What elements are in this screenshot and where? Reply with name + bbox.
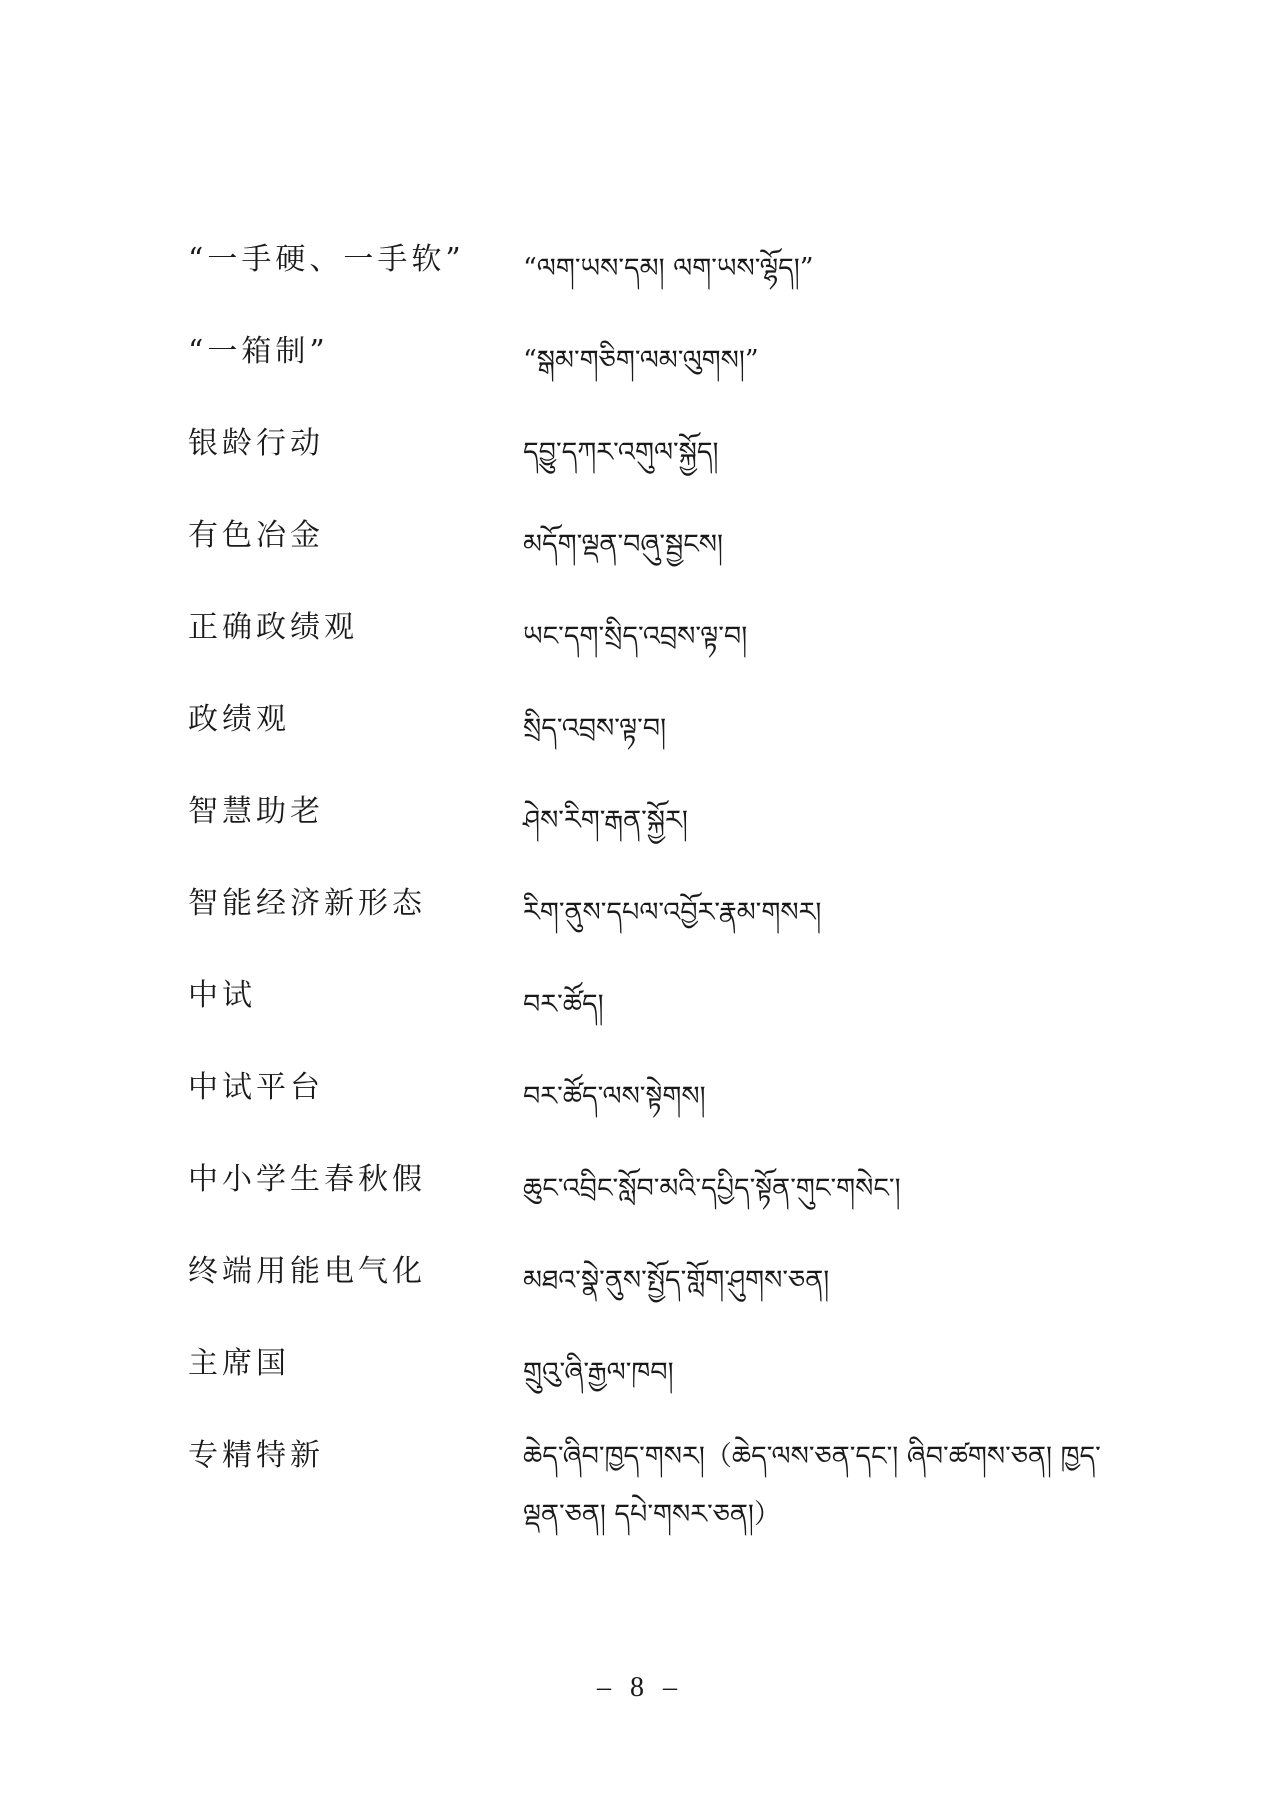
- glossary-entry: [188, 516, 1118, 608]
- tibetan-translation: མཐའ་སྣེ་ནུས་སྤྱོད་གློག་ཤུགས་ཅན།: [523, 1265, 830, 1296]
- glossary-entry: [188, 884, 1118, 976]
- chinese-term: “一箱制”: [188, 334, 329, 369]
- glossary-entry: [188, 976, 1118, 1068]
- tibetan-translation: གྲུའུ་ཞི་རྒྱལ་ཁབ།: [523, 1357, 674, 1388]
- tibetan-translation: ཆེད་ཞིབ་ཁྱད་གསར།（ཆེད་ལས་ཅན་དང་། ཞིབ་ཚགས་ཅན། ཁྱད་ལྡན་ཅན། དཔེ་གསར་ཅན།）: [523, 1441, 1101, 1530]
- glossary-entry: [188, 1252, 1118, 1344]
- tibetan-translation: སྲིད་འབྲས་ལྟ་བ།: [523, 713, 667, 744]
- glossary-entry: [188, 608, 1118, 700]
- glossary-entry: [188, 240, 1118, 332]
- chinese-term: 有色冶金: [188, 518, 324, 553]
- glossary-entry: [188, 700, 1118, 792]
- tibetan-translation: རིག་ནུས་དཔལ་འབྱོར་རྣམ་གསར།: [523, 897, 822, 928]
- page-number: – 8 –: [597, 1672, 683, 1703]
- chinese-term: 智能经济新形态: [188, 886, 426, 921]
- tibetan-translation: མདོག་ལྡན་བཞུ་སྦྱངས།: [523, 529, 724, 560]
- chinese-term: 政绩观: [188, 702, 290, 737]
- tibetan-translation: “ལག་ཡས་དམ། ལག་ཡས་ལྷོད།”: [523, 253, 814, 284]
- tibetan-translation: ཆུང་འབྲིང་སློབ་མའི་དཔྱིད་སྟོན་གུང་གསེང་།: [523, 1173, 901, 1204]
- glossary-entry: [188, 1068, 1118, 1160]
- chinese-term: 终端用能电气化: [188, 1254, 426, 1289]
- tibetan-translation: “སྒམ་གཅིག་ལམ་ལུགས།”: [523, 345, 759, 376]
- chinese-term: “一手硬、一手软”: [188, 242, 465, 277]
- tibetan-translation: ཤེས་རིག་རྒན་སྐྱོར།: [523, 805, 688, 836]
- tibetan-translation: ཡང་དག་སྲིད་འབྲས་ལྟ་བ།: [523, 621, 748, 652]
- glossary-entry: [188, 792, 1118, 884]
- glossary-table: [188, 240, 1118, 1544]
- chinese-term: 中小学生春秋假: [188, 1162, 426, 1197]
- tibetan-translation: བར་ཚོད་ལས་སྟེགས།: [523, 1081, 706, 1112]
- chinese-term: 中试平台: [188, 1070, 324, 1105]
- chinese-term: 正确政绩观: [188, 610, 358, 645]
- tibetan-translation: དབྱུ་དཀར་འགུལ་སྐྱོད།: [523, 437, 719, 468]
- chinese-term: 专精特新: [188, 1438, 324, 1473]
- tibetan-translation: བར་ཚོད།: [523, 989, 604, 1020]
- glossary-entry: [188, 1344, 1118, 1436]
- chinese-term: 主席国: [188, 1346, 290, 1381]
- chinese-term: 智慧助老: [188, 794, 324, 829]
- glossary-entry: [188, 1160, 1118, 1252]
- glossary-entry: [188, 1436, 1118, 1544]
- glossary-entry: [188, 424, 1118, 516]
- glossary-entry: [188, 332, 1118, 424]
- chinese-term: 中试: [188, 978, 256, 1013]
- chinese-term: 银龄行动: [188, 426, 324, 461]
